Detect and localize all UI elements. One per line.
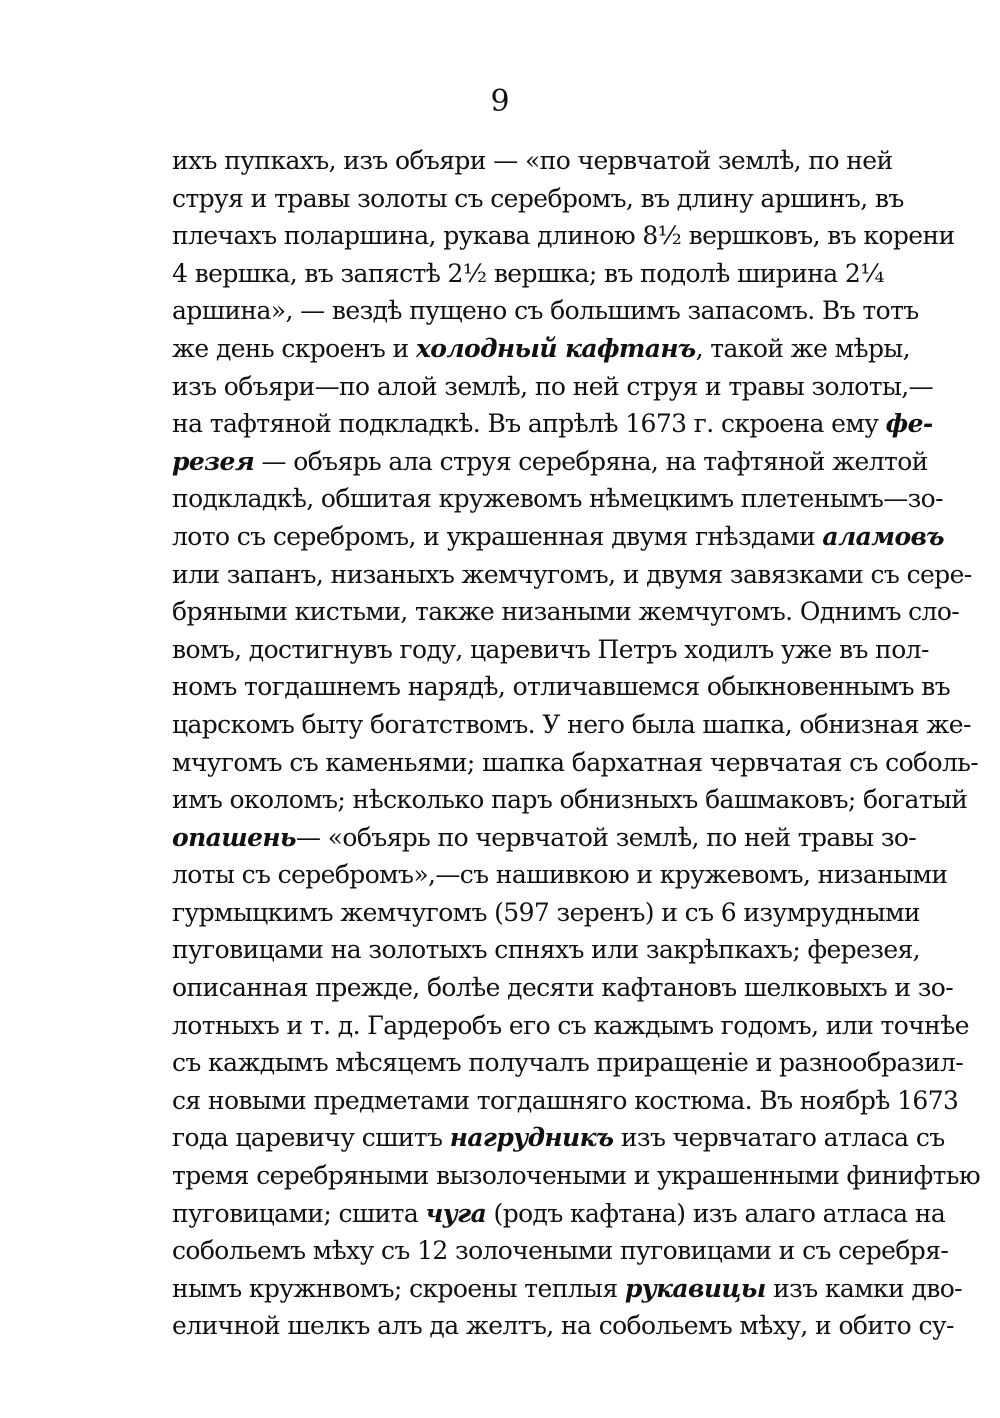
text-line: [172, 405, 933, 443]
text-run: пуговицами на золотыхъ спняхъ или закрѣпкахъ; ферезея,: [172, 935, 921, 965]
text-run: изъ камки дво-: [765, 1273, 963, 1303]
text-line: [172, 368, 933, 406]
text-run: еличной шелкъ алъ да желтъ, на собольемъ мѣху, и обито су-: [172, 1311, 954, 1341]
page-number: 9: [490, 84, 510, 119]
text-line: [172, 894, 920, 932]
text-run: — «объярь по червчатой землѣ, по ней травы зо-: [295, 822, 917, 852]
emphasized-term: опашень: [172, 822, 296, 852]
text-run: плечахъ поларшина, рукава длиною 8½ вершковъ, въ корени: [172, 221, 955, 251]
text-run: — объярь ала струя серебряна, на тафтяной желтой: [254, 446, 928, 476]
text-line: [172, 819, 917, 857]
text-run: пуговицами; сшита: [172, 1198, 426, 1228]
text-run: ихъ пупкахъ, изъ объяри — «по червчатой землѣ, по ней: [172, 146, 893, 175]
text-line: [172, 1232, 949, 1270]
text-run: (родъ кафтана) изъ алаго атласа на: [486, 1198, 946, 1228]
text-run: тремя серебряными вызолочеными и украшенными финифтью: [172, 1161, 981, 1191]
emphasized-term: рукавицы: [624, 1273, 766, 1303]
text-line: [172, 255, 884, 293]
text-run: мчугомъ съ каменьями; шапка бархатная червчатая съ соболь-: [172, 747, 979, 777]
text-line: [172, 1119, 945, 1157]
text-run: имъ околомъ; нѣсколько паръ обнизныхъ башмаковъ; богатый: [172, 785, 968, 815]
text-line: [172, 1270, 963, 1308]
text-line: [172, 142, 893, 180]
emphasized-term: фе-: [885, 409, 933, 439]
text-line: [172, 931, 921, 969]
text-line: [172, 556, 972, 594]
emphasized-term: аламовъ: [822, 521, 944, 551]
text-run: гурмыцкимъ жемчугомъ (597 зеренъ) и съ 6 изумрудными: [172, 897, 920, 927]
text-line: [172, 631, 929, 669]
text-line: [172, 1195, 946, 1233]
text-run: царскомъ быту богатствомъ. У него была шапка, обнизная же-: [172, 709, 971, 739]
text-run: описанная прежде, болѣе десяти кафтановъ шелковыхъ и зо-: [172, 973, 954, 1003]
emphasized-term: нагрудникъ: [449, 1123, 614, 1153]
text-run: изъ объяри—по алой землѣ, по ней струя и травы золоты,—: [172, 371, 933, 401]
text-line: [172, 292, 919, 330]
text-run: вомъ, достигнувъ году, царевичъ Петръ ходилъ уже въ пол-: [172, 634, 929, 664]
text-line: [172, 518, 944, 556]
text-run: года царевичу сшитъ: [172, 1123, 450, 1153]
text-line: [172, 668, 951, 706]
text-run: нымъ кружнвомъ; скроены теплыя: [172, 1273, 625, 1303]
text-run: же день скроенъ и: [172, 333, 416, 363]
text-run: лотныхъ и т. д. Гардеробъ его съ каждымъ годомъ, или точнѣе: [172, 1010, 969, 1040]
text-run: изъ червчатаго атласа съ: [613, 1123, 945, 1153]
text-run: 4 вершка, въ запястѣ 2½ вершка; въ подолѣ ширина 2¼: [172, 258, 884, 288]
text-run: лото съ серебромъ, и украшенная двумя гнѣздами: [172, 521, 823, 551]
text-line: [172, 1082, 959, 1120]
text-line: [172, 330, 910, 368]
text-line: [172, 1157, 981, 1195]
text-run: номъ тогдашнемъ нарядѣ, отличавшемся обыкновеннымъ въ: [172, 672, 951, 702]
text-run: ся новыми предметами тогдашняго костюма. Въ ноябрѣ 1673: [172, 1085, 959, 1115]
text-run: собольемъ мѣху съ 12 золочеными пуговицами и съ серебря-: [172, 1236, 949, 1266]
text-line: [172, 781, 968, 819]
text-run: подкладкѣ, обшитая кружевомъ нѣмецкимъ плетенымъ—зо-: [172, 484, 943, 514]
text-line: [172, 1307, 954, 1345]
text-run: струя и травы золоты съ серебромъ, въ длину аршинъ, въ: [172, 183, 904, 213]
text-line: [172, 969, 954, 1007]
text-run: бряными кистьми, также низаными жемчугомъ. Однимъ сло-: [172, 597, 960, 627]
text-run: аршина», — вездѣ пущено съ большимъ запасомъ. Въ тотъ: [172, 296, 919, 326]
text-run: лоты съ серебромъ»,—съ нашивкою и кружевомъ, низаными: [172, 860, 948, 890]
text-line: [172, 744, 979, 782]
text-run: на тафтяной подкладкѣ. Въ апрѣлѣ 1673 г. скроена ему: [172, 409, 886, 439]
emphasized-term: резея: [172, 446, 255, 476]
text-line: [172, 706, 971, 744]
text-line: [172, 180, 904, 218]
text-line: [172, 443, 928, 481]
text-line: [172, 593, 960, 631]
text-line: [172, 856, 948, 894]
emphasized-term: холодный кафтанъ: [415, 333, 696, 363]
body-text: [172, 142, 981, 1345]
text-run: или запанъ, низаныхъ жемчугомъ, и двумя завязками съ сере-: [172, 559, 972, 589]
emphasized-term: чуга: [425, 1198, 487, 1228]
text-run: съ каждымъ мѣсяцемъ получалъ приращеніе и разнообразил-: [172, 1048, 964, 1078]
text-run: , такой же мѣры,: [695, 333, 910, 363]
text-line: [172, 217, 955, 255]
text-line: [172, 480, 943, 518]
text-line: [172, 1007, 969, 1045]
text-line: [172, 1044, 964, 1082]
